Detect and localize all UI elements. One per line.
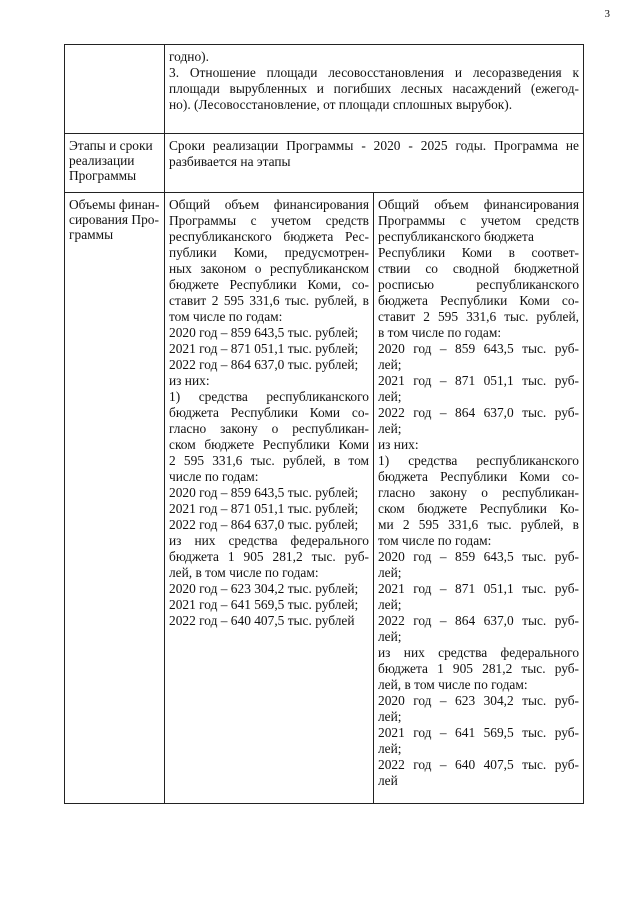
text-line: ском бюджете Республики Коми xyxy=(169,437,369,452)
text-line: 1) средства республиканского xyxy=(169,389,369,404)
text-line: бюджета Республики Коми со- xyxy=(378,293,580,308)
text-line: гласно закону о республикан- xyxy=(169,421,369,436)
row3-label-cell xyxy=(65,193,165,804)
text-line: в том числе по годам: xyxy=(378,325,502,340)
text-line: бюджета Республики Коми со- xyxy=(378,469,580,484)
row2-label-cell xyxy=(65,134,165,193)
text-line: Общий объем финансирования xyxy=(378,197,580,212)
text-line: 2021 год – 871 051,1 тыс. руб- xyxy=(378,581,580,596)
program-passport-table xyxy=(64,44,584,804)
row2-label xyxy=(69,138,160,183)
row3-col-a-cell xyxy=(165,193,374,804)
row3-col-b-cell xyxy=(374,193,584,804)
text-line: ставит 2 595 331,6 тыс. рублей, в xyxy=(169,293,369,308)
text-line: Общий объем финансирования xyxy=(169,197,369,212)
text-line: 2022 год – 864 637,0 тыс. руб- xyxy=(378,613,580,628)
text-line: 2020 год – 859 643,5 тыс. рублей; xyxy=(169,485,359,500)
text-line: ствии со сводной бюджетной xyxy=(378,261,580,276)
text-line: ных законом о республиканском xyxy=(169,261,369,276)
text-line: бюджета Республики Коми со- xyxy=(169,405,369,420)
text-line: том числе по годам: xyxy=(378,533,492,548)
text-line: разбивается на этапы xyxy=(169,154,291,169)
text-line: бюджета 1 905 281,2 тыс. руб- xyxy=(169,549,369,564)
table-row xyxy=(65,45,584,134)
text-line: Программы xyxy=(69,168,137,183)
text-line: Республики Коми в соответ- xyxy=(378,245,580,260)
row1-text xyxy=(169,49,579,113)
text-line: лей, в том числе по годам: xyxy=(378,677,528,692)
text-line: 1) средства республиканского xyxy=(378,453,580,468)
text-line: лей; xyxy=(378,565,402,580)
text-line: 3. Отношение площади лесовосстановления и лесоразведения к xyxy=(169,65,580,80)
text-line: сирования Про- xyxy=(69,212,159,227)
row3-label xyxy=(69,197,160,242)
text-line: 2021 год – 641 569,5 тыс. руб- xyxy=(378,725,580,740)
text-line: 2022 год – 640 407,5 тыс. руб- xyxy=(378,757,580,772)
text-line: 2020 год – 859 643,5 тыс. рублей; xyxy=(169,325,359,340)
text-line: граммы xyxy=(69,227,114,242)
text-line: том числе по годам: xyxy=(169,309,283,324)
text-line: Программы с учетом средств xyxy=(169,213,369,228)
text-line: из них средства федерального xyxy=(169,533,369,548)
text-line: ми 2 595 331,6 тыс. рублей, в xyxy=(378,517,580,532)
text-line: реализации xyxy=(69,153,135,168)
text-line: лей; xyxy=(378,629,402,644)
text-line: гласно закону о республикан- xyxy=(378,485,580,500)
text-line: 2020 год – 859 643,5 тыс. руб- xyxy=(378,549,580,564)
text-line: Этапы и сроки xyxy=(69,138,153,153)
text-line: 2021 год – 871 051,1 тыс. рублей; xyxy=(169,501,359,516)
text-line: ском бюджете Республики Ко- xyxy=(378,501,580,516)
row1-label-cell xyxy=(65,45,165,134)
text-line: лей; xyxy=(378,709,402,724)
text-line: 2022 год – 864 637,0 тыс. руб- xyxy=(378,405,580,420)
table-row xyxy=(65,193,584,804)
text-line: числе по годам: xyxy=(169,469,259,484)
text-line: 2021 год – 641 569,5 тыс. рублей; xyxy=(169,597,359,612)
text-line: республиканского бюджета Рес- xyxy=(169,229,369,244)
row1-text-cell xyxy=(165,45,584,134)
text-line: площади вырубленных и погибших лесных насаждений (ежегод- xyxy=(169,81,580,96)
text-line: республиканского бюджета xyxy=(378,229,534,244)
text-line: лей; xyxy=(378,741,402,756)
text-line: но). (Лесовосстановление, от площади сплошных вырубок). xyxy=(169,97,513,112)
financing-text-law xyxy=(169,197,369,629)
text-line: годно). xyxy=(169,49,209,64)
text-line: лей; xyxy=(378,389,402,404)
text-line: лей xyxy=(378,773,398,788)
text-line: лей, в том числе по годам: xyxy=(169,565,319,580)
text-line: 2022 год – 640 407,5 тыс. рублей xyxy=(169,613,355,628)
text-line: бюджете Республики Коми, со- xyxy=(169,277,369,292)
text-line: бюджета 1 905 281,2 тыс. руб- xyxy=(378,661,580,676)
text-line: 2021 год – 871 051,1 тыс. рублей; xyxy=(169,341,359,356)
text-line: 2 595 331,6 тыс. рублей, в том xyxy=(169,453,369,468)
text-line: 2022 год – 864 637,0 тыс. рублей; xyxy=(169,517,359,532)
text-line: из них: xyxy=(378,437,419,452)
text-line: лей; xyxy=(378,357,402,372)
table-row xyxy=(65,134,584,193)
text-line: из них: xyxy=(169,373,210,388)
text-line: лей; xyxy=(378,597,402,612)
text-line: 2020 год – 623 304,2 тыс. руб- xyxy=(378,693,580,708)
page-number: 3 xyxy=(604,8,610,20)
text-line: 2020 год – 859 643,5 тыс. руб- xyxy=(378,341,580,356)
text-line: Сроки реализации Программы - 2020 - 2025 годы. Программа не xyxy=(169,138,580,153)
text-line: публики Коми, предусмотрен- xyxy=(169,245,369,260)
row2-text-cell xyxy=(165,134,584,193)
text-line: 2020 год – 623 304,2 тыс. рублей; xyxy=(169,581,359,596)
text-line: Объемы финан- xyxy=(69,197,160,212)
text-line: Программы с учетом средств xyxy=(378,213,580,228)
text-line: лей; xyxy=(378,421,402,436)
financing-text-budget-list xyxy=(378,197,579,789)
text-line: из них средства федерального xyxy=(378,645,580,660)
row2-text xyxy=(169,138,579,170)
text-line: 2022 год – 864 637,0 тыс. рублей; xyxy=(169,357,359,372)
text-line: 2021 год – 871 051,1 тыс. руб- xyxy=(378,373,580,388)
text-line: ставит 2 595 331,6 тыс. рублей, xyxy=(378,309,580,324)
text-line: росписью республиканского xyxy=(378,277,580,292)
